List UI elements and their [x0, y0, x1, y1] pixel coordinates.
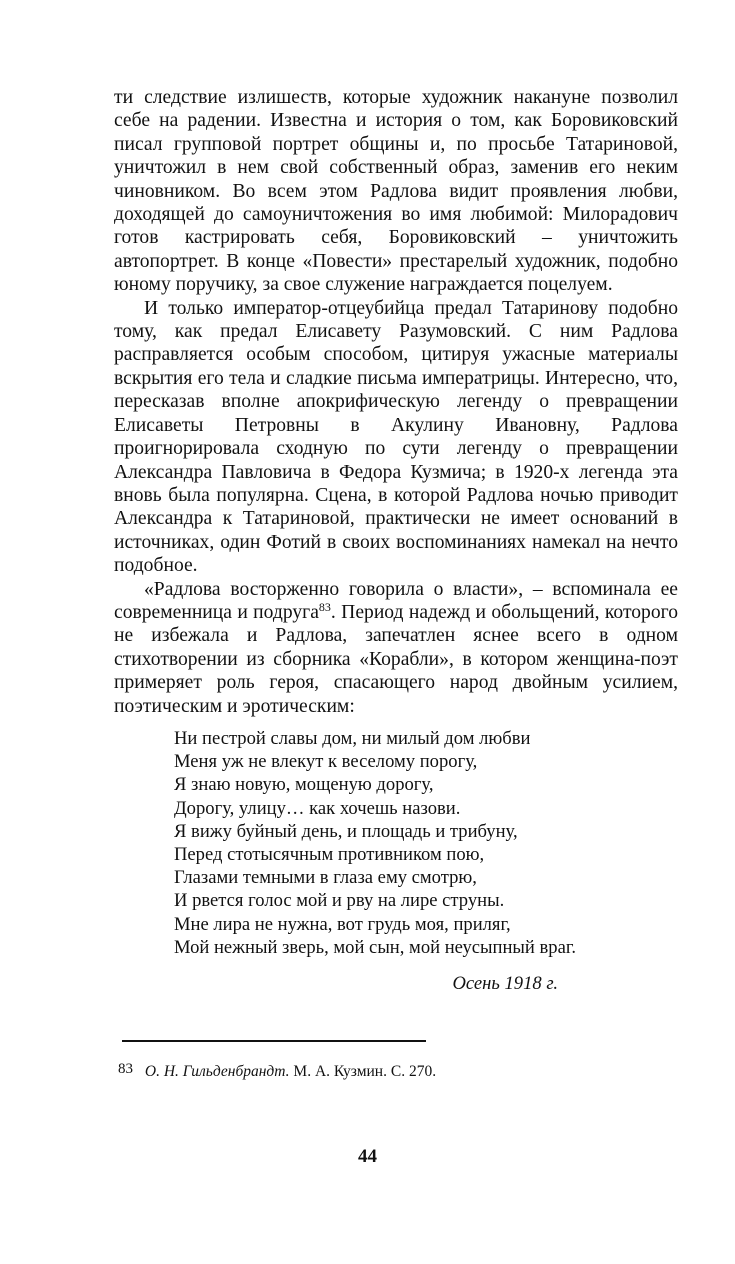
paragraph-3-text-start: «Радлова восторженно говорила о власти», – вспоминала ее современница и подруга [114, 578, 678, 623]
footnote-number: 83 [118, 1061, 133, 1077]
footnote [118, 1061, 436, 1081]
poem-date: Осень 1918 г. [452, 973, 558, 994]
paragraph-3 [114, 578, 678, 718]
poem-line: Дорогу, улицу… как хочешь назови. [174, 797, 461, 819]
poem-line: Мой нежный зверь, мой сын, мой неусыпный враг. [174, 936, 576, 958]
poem-line: Я знаю новую, мощеную дорогу, [174, 774, 434, 796]
footnote-divider [122, 1040, 426, 1042]
footnote-reference[interactable]: 83 [318, 599, 331, 614]
poem-line: Меня уж не влекут к веселому порогу, [174, 751, 478, 773]
poem-line: Перед стотысячным противником пою, [174, 843, 485, 865]
page-number: 44 [358, 1146, 377, 1167]
poem-line: Я вижу буйный день, и площадь и трибуну, [174, 820, 518, 842]
footnote-text: М. А. Кузмин. С. 270. [293, 1063, 437, 1080]
page-body [114, 86, 678, 995]
poem [174, 727, 678, 995]
paragraph-3-text-end: . Период надежд и обольщений, которого не избежала и Радлова, запечатлен яснее всего в одном стихотворении из сборника «Корабли», в котором женщина-поэт примеряет роль героя, спасающего народ двойным усилием, поэтическим и эротическим: [114, 601, 678, 717]
paragraph-2: И только император-отцеубийца предал Татаринову подобно тому, как предал Елисавету Разумовский. С ним Радлова расправляется особым способом, цитируя ужасные материалы вскрытия его тела и сладкие письма императрицы. Интересно, что, пересказав вполне апокрифическую легенду о превращении Елисаветы Петровны в Акулину Ивановну, Радлова проигнорировала сходную по сути легенду о превращении Александра Павловича в Федора Кузмича; в 1920-х легенда эта вновь была популярна. Сцена, в которой Радлова ночью приводит Александра к Татариновой, практически не имеет оснований в источниках, один Фотий в своих воспоминаниях намекал на нечто подобное. [114, 297, 678, 577]
poem-line: Мне лира не нужна, вот грудь моя, приляг, [174, 913, 511, 935]
paragraph-1: ти следствие излишеств, которые художник накануне позволил себе на радении. Известна и история о том, как Боровиковский писал групповой портрет общины и, по просьбе Татариновой, уничтожил в нем свой собственный образ, заменив его неким чиновником. Во всем этом Радлова видит проявления любви, доходящей до самоуничтожения во имя любимой: Милорадович готов кастрировать себя, Боровиковский – уничтожить автопортрет. В конце «Повести» престарелый художник, подобно юному поручику, за свое служение награждается поцелуем. [114, 87, 678, 296]
footnote-author: О. Н. Гильденбрандт. [144, 1063, 290, 1080]
poem-line: Ни пестрой славы дом, ни милый дом любви [174, 727, 531, 749]
poem-line: И рвется голос мой и рву на лире струны. [174, 890, 505, 912]
poem-line: Глазами темными в глаза ему смотрю, [174, 867, 477, 889]
